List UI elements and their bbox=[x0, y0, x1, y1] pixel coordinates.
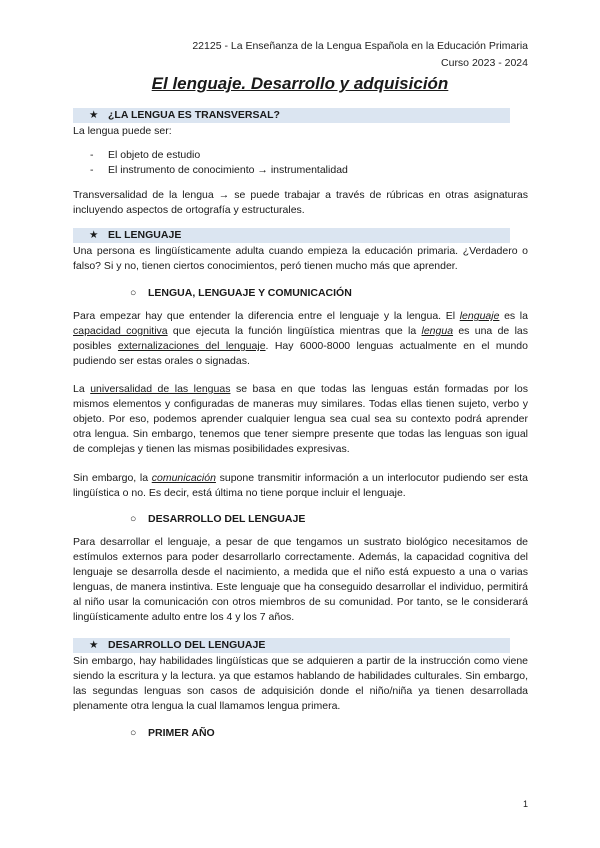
section-heading-desarrollo-lenguaje bbox=[73, 638, 510, 653]
subheading-label: PRIMER AÑO bbox=[148, 727, 215, 739]
section-intro: La lengua puede ser: bbox=[73, 125, 172, 137]
text-run: . Hay 6000-8000 lenguas actualmente en el mundo pudiendo ser estas orales o signadas. bbox=[73, 340, 528, 367]
section-heading-transversal bbox=[73, 108, 510, 123]
term-universalidad: universalidad de las lenguas bbox=[90, 383, 231, 395]
circle-bullet-icon: ○ bbox=[130, 287, 137, 299]
text-run: Para empezar hay que entender la diferencia entre el lenguaje y la lengua. El bbox=[73, 310, 460, 322]
section-heading-label: ¿LA LENGUA ES TRANSVERSAL? bbox=[108, 109, 280, 121]
list-item-text: El objeto de estudio bbox=[108, 149, 201, 161]
text-run: es la bbox=[499, 310, 528, 322]
text-run: La bbox=[73, 383, 91, 395]
paragraph-desarrollo: Para desarrollar el lenguaje, a pesar de que tengamos un sustrato biológico necesitamos de estímulos externos para poder desarrollarlo correctamente. Además, la capacidad cognitiva del lenguaje se desarrolla desde el nacimiento, a medida que el niño está expuesto a una o varias lenguas, de manera instintiva. Este lenguaje que ha conseguido desarrollar el individuo, permitirá al niño usar la comunicación con otros miembros de su comunidad. Por tanto, se le considerará lingüísticamente adulto entre los 4 y los 7 años. bbox=[73, 536, 528, 623]
page-number: 1 bbox=[522, 799, 528, 809]
term-lenguaje: lenguaje bbox=[459, 310, 500, 322]
text-run: supone transmitir información a un interlocutor pudiendo ser esta lingüística o no. Es decir, está última no tiene porque incluir el lenguaje. bbox=[73, 472, 528, 499]
subheading-desarrollo-lenguaje bbox=[130, 512, 305, 527]
paragraph-comunicacion bbox=[73, 471, 528, 501]
subheading-label: LENGUA, LENGUAJE Y COMUNICACIÓN bbox=[148, 287, 352, 299]
text-run: que ejecuta la función lingüística mientras que la bbox=[167, 325, 422, 337]
list-item bbox=[90, 148, 201, 163]
star-bullet-icon: ★ bbox=[89, 639, 99, 651]
term-lengua: lengua bbox=[421, 325, 454, 337]
subheading-primer-ano bbox=[130, 726, 215, 741]
dash-bullet: - bbox=[90, 149, 94, 161]
list-item bbox=[90, 163, 348, 178]
paragraph-universalidad bbox=[73, 382, 528, 457]
dash-bullet: - bbox=[90, 164, 94, 176]
paragraph-lenguaje-lengua bbox=[73, 309, 528, 369]
header-course-year: Curso 2023 - 2024 bbox=[441, 57, 528, 69]
text-run: se basa en que todas las lenguas están formadas por los mismos elementos y configuradas de maneras muy similares. Todas ellas tienen sujeto, verbo y objeto. Por eso, podemos aprender cualquier lengua sea cual sea su contexto podrá aprender otra lengua. Sin embargo, tenemos que tener siempre presente que todas las lenguas son igual de complejas y tienen las mismas posibilidades expresivas. bbox=[73, 383, 528, 455]
paragraph-habilidades: Sin embargo, hay habilidades lingüísticas que se adquieren a partir de la instrucción como viene siendo la escritura y la lectura. ya que estamos hablando de habilidades culturales. Sin embargo, las segundas lenguas son casos de adquisición donde el niño/niña ya tienen desarrollada plenamente otra lengua la cual llamamos lengua primera. bbox=[73, 655, 528, 712]
header-course-title: 22125 - La Enseñanza de la Lengua Española en la Educación Primaria bbox=[192, 40, 528, 52]
section-heading-label: DESARROLLO DEL LENGUAJE bbox=[108, 639, 266, 651]
star-bullet-icon: ★ bbox=[89, 109, 99, 121]
section-heading-lenguaje bbox=[73, 228, 510, 243]
circle-bullet-icon: ○ bbox=[130, 513, 137, 525]
list-item-text: El instrumento de conocimiento → instrumentalidad bbox=[108, 164, 348, 176]
term-capacidad-cognitiva: capacidad cognitiva bbox=[73, 325, 168, 337]
circle-bullet-icon: ○ bbox=[130, 727, 137, 739]
subheading-lengua-lenguaje-comunicacion bbox=[130, 286, 352, 301]
document-title: El lenguaje. Desarrollo y adquisición bbox=[151, 74, 449, 93]
text-run: Sin embargo, la bbox=[73, 472, 152, 484]
text-run: es una de las posibles bbox=[73, 325, 528, 352]
term-externalizaciones: externalizaciones del lenguaje bbox=[117, 340, 266, 352]
paragraph-transversalidad: Transversalidad de la lengua → se puede trabajar a través de rúbricas en otras asignaturas incluyendo aspectos de ortografía y estructurales. bbox=[73, 189, 528, 216]
page-header bbox=[192, 38, 528, 72]
term-comunicacion: comunicación bbox=[151, 472, 216, 484]
star-bullet-icon: ★ bbox=[89, 229, 99, 241]
section-heading-label: EL LENGUAJE bbox=[108, 229, 182, 241]
paragraph-adulta: Una persona es lingüísticamente adulta cuando empieza la educación primaria. ¿Verdadero o falso? Si y no, tienen ciertos conocimientos, peró tienen mucho más que aprender. bbox=[73, 245, 528, 272]
subheading-label: DESARROLLO DEL LENGUAJE bbox=[148, 513, 306, 525]
